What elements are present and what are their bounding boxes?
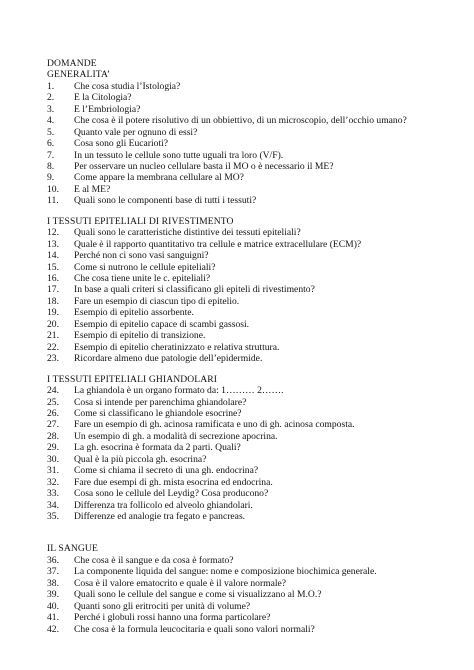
question-list [47, 555, 454, 635]
question-list [47, 227, 454, 364]
question-text: Differenza tra follicolo ed alveolo ghiandolari. [74, 499, 253, 511]
question-item [47, 104, 454, 115]
question-item [47, 227, 454, 238]
question-number: 2. [47, 92, 55, 104]
question-item [47, 488, 454, 499]
question-item [47, 319, 454, 330]
question-number: 1. [47, 80, 55, 92]
question-list [47, 385, 454, 522]
question-text: Quale è il rapporto quantitativo tra cellule e matrice extracellulare (ECM)? [74, 238, 362, 250]
question-text: Come si nutrono le cellule epiteliali? [74, 261, 216, 273]
question-number: 30. [47, 453, 59, 465]
question-text: Differenze ed analogie tra fegato e pancreas. [74, 511, 246, 523]
question-text: Esempio di epitelio assorbente. [74, 307, 194, 319]
question-text: Quanto vale per ognuno di essi? [74, 126, 198, 138]
question-item [47, 342, 454, 353]
question-number: 31. [47, 465, 59, 477]
question-item [47, 239, 454, 250]
question-number: 3. [47, 103, 55, 115]
question-item [47, 578, 454, 589]
section-title: IL SANGUE [47, 543, 98, 555]
question-item [47, 284, 454, 295]
question-text: La ghiandola è un organo formato da: 1……… 2……. [74, 385, 284, 397]
question-item [47, 500, 454, 511]
question-item [47, 127, 454, 138]
question-text: Perché non ci sono vasi sanguigni? [74, 250, 209, 262]
question-number: 37. [47, 566, 59, 578]
question-number: 20. [47, 318, 59, 330]
question-number: 41. [47, 612, 59, 624]
question-item [47, 408, 454, 419]
question-item [47, 511, 454, 522]
question-text: Come appare la membrana cellulare al MO? [74, 172, 244, 184]
question-number: 21. [47, 330, 59, 342]
section-title: I TESSUTI EPITELIALI GHIANDOLARI [47, 373, 218, 385]
question-text: Quanti sono gli eritrociti per unità di volume? [74, 600, 251, 612]
question-text: Esempio di epitelio cheratinizzato e relativa struttura. [74, 341, 280, 353]
question-text: Quali sono le caratteristiche distintive dei tessuti epiteliali? [74, 227, 301, 239]
question-item [47, 566, 454, 577]
section-sangue [47, 543, 454, 635]
question-number: 35. [47, 511, 59, 523]
section-title: I TESSUTI EPITELIALI DI RIVESTIMENTO [47, 215, 234, 227]
question-number: 7. [47, 149, 55, 161]
section-title: GENERALITA’ [47, 69, 111, 81]
question-number: 12. [47, 227, 59, 239]
question-item [47, 138, 454, 149]
question-item [47, 296, 454, 307]
section-epiteli-rivestimento [47, 216, 454, 365]
question-number: 38. [47, 577, 59, 589]
question-text: Come si classificano le ghiandole esocrine? [74, 407, 242, 419]
question-text: Che cosa è il potere risolutivo di un obbiettivo, di un microscopio, dell’occhio umano? [74, 115, 407, 127]
question-item [47, 262, 454, 273]
question-text: Come si chiama il secreto di una gh. endocrina? [74, 465, 259, 477]
question-item [47, 601, 454, 612]
question-number: 33. [47, 488, 59, 500]
question-text: E l’Embriologia? [74, 103, 141, 115]
question-text: La gh. esocrina è formata da 2 parti. Quali? [74, 442, 241, 454]
question-text: Cosa sono le cellule del Leydig? Cosa producono? [74, 488, 269, 500]
question-text: E la Citologia? [74, 92, 132, 104]
question-item [47, 624, 454, 635]
question-number: 13. [47, 238, 59, 250]
question-item [47, 454, 454, 465]
question-number: 16. [47, 273, 59, 285]
question-number: 5. [47, 126, 55, 138]
question-item [47, 195, 454, 206]
question-item [47, 465, 454, 476]
question-item [47, 150, 454, 161]
question-item [47, 92, 454, 103]
question-item [47, 477, 454, 488]
question-number: 28. [47, 430, 59, 442]
question-text: Quali sono le cellule del sangue e come si visualizzano al M.O.? [74, 589, 322, 601]
question-number: 17. [47, 284, 59, 296]
section-epiteli-ghiandolari [47, 374, 454, 523]
question-text: Cosa sono gli Eucarioti? [74, 138, 169, 150]
question-list [47, 81, 454, 207]
question-number: 29. [47, 442, 59, 454]
question-number: 11. [47, 195, 59, 207]
question-number: 26. [47, 407, 59, 419]
question-item [47, 184, 454, 195]
question-number: 34. [47, 499, 59, 511]
question-number: 40. [47, 600, 59, 612]
question-item [47, 330, 454, 341]
question-item [47, 385, 454, 396]
question-text: Che cosa tiene unite le c. epiteliali? [74, 273, 211, 285]
question-item [47, 612, 454, 623]
question-item [47, 115, 454, 126]
question-number: 23. [47, 353, 59, 365]
question-number: 24. [47, 385, 59, 397]
question-item [47, 442, 454, 453]
question-number: 32. [47, 476, 59, 488]
question-number: 6. [47, 138, 55, 150]
question-number: 15. [47, 261, 59, 273]
question-text: Cosa si intende per parenchima ghiandolare? [74, 396, 247, 408]
question-text: Perché i globuli rossi hanno una forma particolare? [74, 612, 271, 624]
question-text: Qual è la più piccola gh. esocrina? [74, 453, 207, 465]
question-text: Fare un esempio di ciascun tipo di epitelio. [74, 295, 240, 307]
question-text: Che cosa è il sangue e da cosa è formato? [74, 554, 234, 566]
section-generalita [47, 58, 454, 207]
question-number: 36. [47, 554, 59, 566]
question-number: 27. [47, 419, 59, 431]
question-text: Che cosa studia l’Istologia? [74, 80, 181, 92]
question-text: E al ME? [74, 183, 111, 195]
question-text: Che cosa è la formula leucocitaria e quali sono valori normali? [74, 623, 315, 635]
question-text: Ricordare almeno due patologie dell’epidermide. [74, 353, 263, 365]
question-number: 25. [47, 396, 59, 408]
question-text: La componente liquida del sangue: nome e composizione biochimica generale. [74, 566, 377, 578]
question-text: Cosa è il valore ematocrito e quale è il valore normale? [74, 577, 287, 589]
question-number: 10. [47, 183, 59, 195]
question-text: Per osservare un nucleo cellulare basta il MO o è necessario il ME? [74, 160, 334, 172]
question-text: Fare un esempio di gh. acinosa ramificata e uno di gh. acinosa composta. [74, 419, 355, 431]
question-item [47, 397, 454, 408]
question-text: Quali sono le componenti base di tutti i tessuti? [74, 195, 257, 207]
question-number: 18. [47, 295, 59, 307]
question-number: 22. [47, 341, 59, 353]
question-item [47, 589, 454, 600]
question-number: 8. [47, 160, 55, 172]
question-number: 4. [47, 115, 55, 127]
question-number: 14. [47, 250, 59, 262]
question-item [47, 419, 454, 430]
question-item [47, 431, 454, 442]
question-item [47, 172, 454, 183]
question-text: Fare due esempi di gh. mista esocrina ed endocrina. [74, 476, 273, 488]
question-text: Esempio di epitelio di transizione. [74, 330, 206, 342]
document-title: DOMANDE [47, 58, 97, 69]
question-item [47, 81, 454, 92]
question-text: In un tessuto le cellule sono tutte uguali tra loro (V/F). [74, 149, 284, 161]
question-number: 39. [47, 589, 59, 601]
question-text: Un esempio di gh. a modalità di secrezione apocrina. [74, 430, 278, 442]
question-number: 19. [47, 307, 59, 319]
question-item [47, 307, 454, 318]
question-number: 9. [47, 172, 55, 184]
question-text: Esempio di epitelio capace di scambi gassosi. [74, 318, 250, 330]
question-number: 42. [47, 623, 59, 635]
question-item [47, 161, 454, 172]
question-item [47, 353, 454, 364]
question-item [47, 273, 454, 284]
question-item [47, 555, 454, 566]
question-text: In base a quali criteri si classificano gli epiteli di rivestimento? [74, 284, 315, 296]
question-item [47, 250, 454, 261]
